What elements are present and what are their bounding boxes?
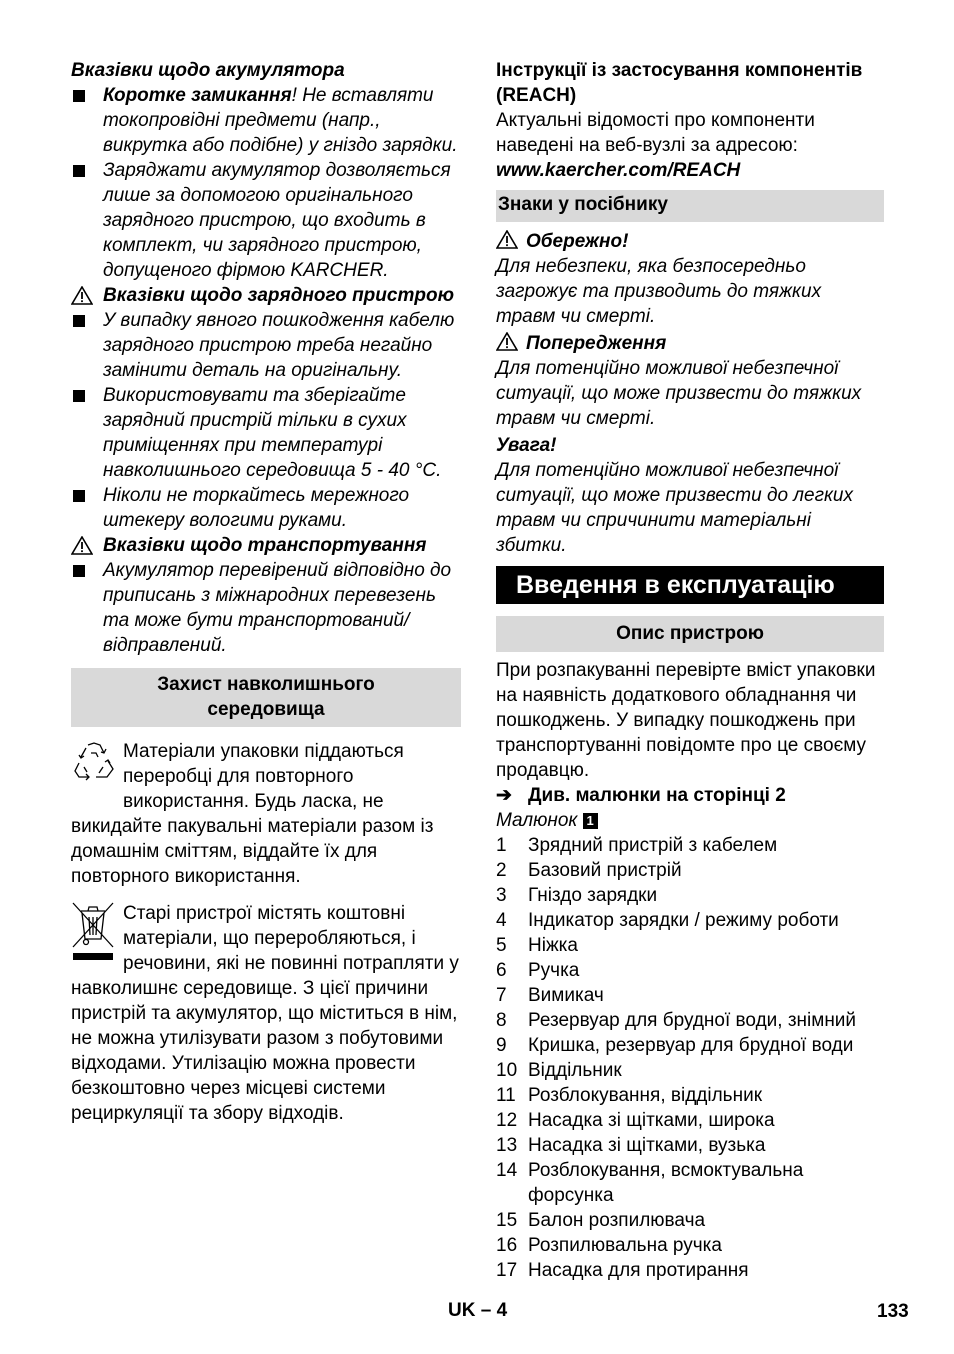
item-label: Розблокування, всмоктувальна форсунка: [528, 1160, 804, 1206]
list-item-text: ! Не вставляти токопровідні предмети (напр., викрутка або подібне) у гніздо зарядки.: [103, 85, 458, 156]
list-item: [496, 1258, 884, 1283]
item-number: 8: [496, 1010, 507, 1031]
list-item: [496, 1083, 884, 1108]
see-figures-text: Див. малюнки на сторінці 2: [528, 785, 786, 806]
figure-label: Малюнок: [496, 810, 578, 831]
item-label: Ручка: [528, 960, 580, 981]
device-text: При розпакуванні перевірте вміст упаковки на наявність додаткового обладнання чи пошкоджень. У випадку пошкоджень при транспортуванні повідомте про це своєму продавцю.: [496, 660, 876, 781]
item-label: Кришка, резервуар для брудної води: [528, 1035, 854, 1056]
item-label: Зрядний пристрій з кабелем: [528, 835, 778, 856]
list-item-text: Заряджати акумулятор дозволяється лише за допомогою оригінального зарядного пристрою, що входить в комплект, чи зарядного пристрою, допущеного фірмою KARCHER.: [103, 160, 451, 281]
list-item: [496, 1058, 884, 1083]
item-number: 4: [496, 910, 507, 931]
page-number: 133: [877, 1301, 909, 1322]
item-label: Ніжка: [528, 935, 578, 956]
list-item: [496, 858, 884, 883]
bullet-icon: [71, 158, 103, 283]
figure-ref: [496, 808, 884, 833]
list-item: [496, 1108, 884, 1133]
list-item: [496, 833, 884, 858]
item-number: 11: [496, 1085, 516, 1106]
list-item-text: Ніколи не торкайтесь мережного штекеру вологими руками.: [103, 485, 410, 531]
recycle-text: Матеріали упаковки піддаються переробці для повторного використання. Будь ласка, не викидайте пакувальні матеріали разом із домашнім сміттям, віддайте їх для повторного використання.: [71, 741, 434, 887]
danger-heading-row: [496, 229, 884, 254]
warning-icon: [71, 283, 103, 308]
item-label: Резервуар для брудної води, знімний: [528, 1010, 857, 1031]
list-item-text: У випадку явного пошкодження кабелю зарядного пристрою треба негайно замінити деталь на оригінальну.: [103, 310, 455, 381]
item-number: 17: [496, 1260, 518, 1281]
reach-text: Актуальні відомості про компоненти наведені на веб-вузлі за адресою:: [496, 110, 815, 156]
item-label: Насадка зі щітками, широка: [528, 1110, 775, 1131]
list-item: [496, 1133, 884, 1158]
section-title: Введення в експлуатацію: [496, 566, 884, 604]
environment-heading: Захист навколишнього середовища: [71, 668, 461, 727]
list-item: [71, 308, 461, 383]
item-number: 6: [496, 960, 507, 981]
list-item: [496, 1233, 884, 1258]
see-figures-row: [496, 783, 884, 808]
item-number: 7: [496, 985, 507, 1006]
parts-list: [496, 833, 884, 1283]
item-number: 1: [496, 835, 507, 856]
recycle-block: [71, 739, 461, 889]
charger-heading-row: [71, 283, 461, 308]
list-item-text: Акумулятор перевірений відповідно до приписань з міжнародних перевезень та може бути транспортований/відправлений.: [103, 560, 452, 656]
recycle-icon: [71, 739, 121, 792]
item-label: Насадка для протирання: [528, 1260, 749, 1281]
list-item: [496, 1033, 884, 1058]
item-label: Балон розпилювача: [528, 1210, 706, 1231]
transport-heading-row: [71, 533, 461, 558]
bullet-icon: [71, 383, 103, 483]
list-item: [71, 158, 461, 283]
caution-text: Для потенційно можливої небезпечної ситуації, що може призвести до легких травм чи спричинити матеріальні збитки.: [496, 460, 854, 556]
bullet-icon: [71, 308, 103, 383]
bullet-icon: [71, 558, 103, 658]
warning-icon: [496, 331, 526, 356]
charger-heading: Вказівки щодо зарядного пристрою: [103, 285, 454, 306]
item-number: 13: [496, 1135, 518, 1156]
list-item: [496, 1158, 884, 1208]
weee-text: Старі пристрої містять коштовні матеріали, що переробляються, і речовини, які не повинні потрапляти у навколишнє середовище. З цієї причини пристрій та акумулятор, що міститься в нім, не можна утилізувати разом з побутовими відходами. Утилізацію можна провести безкоштовно через місцеві системи рециркуляції та збору відходів.: [71, 903, 459, 1124]
bullet-icon: [71, 483, 103, 533]
item-label: Базовий пристрій: [528, 860, 682, 881]
right-column: [496, 58, 884, 1283]
list-item: [496, 933, 884, 958]
arrow-right-icon: ➔: [496, 785, 512, 806]
figure-number: 1: [583, 813, 598, 829]
list-item-text: Використовувати та зберігайте зарядний пристрій тільки в сухих приміщеннях при температурі навколишнього середовища 5 - 40 °C.: [103, 385, 442, 481]
warning-icon: [71, 533, 103, 558]
item-number: 9: [496, 1035, 507, 1056]
signs-heading: Знаки у посібнику: [496, 190, 884, 222]
danger-text: Для небезпеки, яка безпосередньо загрожує та призводить до тяжких травм чи смерті.: [496, 256, 822, 327]
left-column: [71, 58, 461, 1126]
item-label: Індикатор зарядки / режиму роботи: [528, 910, 839, 931]
danger-label: Обережно!: [526, 231, 629, 252]
warning-icon: [496, 229, 526, 254]
list-item: [71, 483, 461, 533]
warning-label: Попередження: [526, 333, 667, 354]
list-item: [71, 83, 461, 158]
reach-link[interactable]: www.kaercher.com/REACH: [496, 160, 741, 181]
list-item: [496, 1208, 884, 1233]
reach-heading: Інструкції із застосування компонентів (REACH): [496, 60, 863, 106]
item-label: Розпилювальна ручка: [528, 1235, 722, 1256]
list-item: [496, 983, 884, 1008]
battery-heading: Вказівки щодо акумулятора: [71, 60, 345, 81]
list-item: [496, 1008, 884, 1033]
transport-heading: Вказівки щодо транспортування: [103, 535, 427, 556]
footer-section: UK – 4: [448, 1300, 508, 1321]
item-number: 16: [496, 1235, 518, 1256]
item-label: Гніздо зарядки: [528, 885, 658, 906]
list-item: [71, 383, 461, 483]
warning-text: Для потенційно можливої небезпечної ситуації, що може призвести до тяжких травм чи смерті.: [496, 358, 862, 429]
crossed-bin-icon: [71, 901, 121, 965]
item-number: 10: [496, 1060, 518, 1081]
weee-block: [71, 901, 461, 1126]
item-number: 2: [496, 860, 507, 881]
item-number: 12: [496, 1110, 518, 1131]
warning-heading-row: [496, 331, 884, 356]
item-label: Вимикач: [528, 985, 604, 1006]
item-label: Насадка зі щітками, вузька: [528, 1135, 766, 1156]
item-number: 5: [496, 935, 507, 956]
list-item: [496, 958, 884, 983]
item-label: Розблокування, віддільник: [528, 1085, 763, 1106]
caution-label: Увага!: [496, 435, 557, 456]
list-item: [496, 883, 884, 908]
device-heading: Опис пристрою: [496, 616, 884, 652]
item-number: 3: [496, 885, 507, 906]
list-item: [71, 558, 461, 658]
item-number: 14: [496, 1160, 518, 1181]
item-label: Віддільник: [528, 1060, 622, 1081]
item-number: 15: [496, 1210, 518, 1231]
list-item: [496, 908, 884, 933]
short-circuit-label: Коротке замикання: [103, 85, 292, 106]
bullet-icon: [71, 83, 103, 158]
